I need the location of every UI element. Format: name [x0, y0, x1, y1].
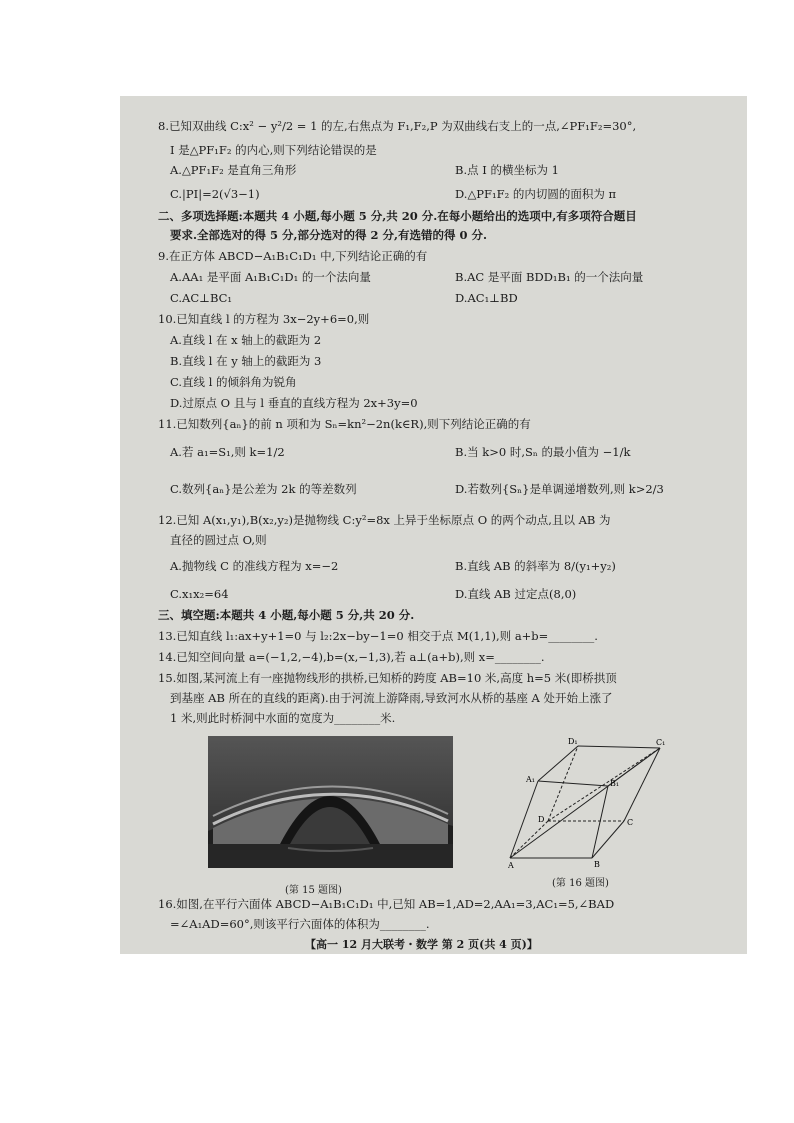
q8-stem-2: I 是△PF₁F₂ 的内心,则下列结论错误的是: [170, 143, 377, 157]
q10-option-c: C.直线 l 的倾斜角为锐角: [170, 375, 297, 389]
section2-heading-2: 要求.全部选对的得 5 分,部分选对的得 2 分,有选错的得 0 分.: [170, 228, 488, 242]
q11-stem: 11.已知数列{aₙ}的前 n 项和为 Sₙ=kn²−2n(k∈R),则下列结论正确的有: [158, 417, 531, 431]
label-b1: B₁: [610, 779, 620, 788]
q15-stem-2: 到基座 AB 所在的直线的距离).由于河流上游降雨,导致河水从桥的基座 A 处开始上涨了: [170, 691, 613, 705]
q10-option-a: A.直线 l 在 x 轴上的截距为 2: [170, 333, 322, 347]
bridge-photo: [208, 736, 453, 868]
q8-stem: 8.已知双曲线 C:x² − y²/2 = 1 的左,右焦点为 F₁,F₂,P 为双曲线右支上的一点,∠PF₁F₂=30°,: [158, 119, 637, 133]
q15-stem-3: 1 米,则此时桥洞中水面的宽度为________米.: [170, 711, 396, 725]
q10-option-d: D.过原点 O 且与 l 垂直的直线方程为 2x+3y=0: [170, 396, 418, 410]
q13-stem: 13.已知直线 l₁:ax+y+1=0 与 l₂:2x−by−1=0 相交于点 M(1,1),则 a+b=________.: [158, 629, 598, 643]
q9-stem: 9.在正方体 ABCD−A₁B₁C₁D₁ 中,下列结论正确的有: [158, 249, 428, 263]
q8-option-a: A.△PF₁F₂ 是直角三角形: [170, 163, 297, 177]
q10-stem: 10.已知直线 l 的方程为 3x−2y+6=0,则: [158, 312, 370, 326]
q9-option-b: B.AC 是平面 BDD₁B₁ 的一个法向量: [455, 270, 644, 284]
q11-option-a: A.若 a₁=S₁,则 k=1/2: [170, 445, 285, 459]
q16-stem-2: =∠A₁AD=60°,则该平行六面体的体积为________.: [170, 917, 430, 931]
section3-heading: 三、填空题:本题共 4 小题,每小题 5 分,共 20 分.: [158, 608, 415, 622]
label-b: B: [594, 860, 600, 869]
parallelepiped-diagram: [508, 736, 668, 871]
q12-option-b: B.直线 AB 的斜率为 8/(y₁+y₂): [455, 559, 616, 573]
q15-stem: 15.如图,某河流上有一座抛物线形的拱桥,已知桥的跨度 AB=10 米,高度 h=5 米(即桥拱顶: [158, 671, 617, 685]
q8-option-b: B.点 I 的横坐标为 1: [455, 163, 559, 177]
q16-stem: 16.如图,在平行六面体 ABCD−A₁B₁C₁D₁ 中,已知 AB=1,AD=2,AA₁=3,AC₁=5,∠BAD: [158, 897, 615, 911]
q14-stem: 14.已知空间向量 a=(−1,2,−4),b=(x,−1,3),若 a⊥(a+b),则 x=________.: [158, 650, 545, 664]
section2-heading: 二、多项选择题:本题共 4 小题,每小题 5 分,共 20 分.在每小题给出的选项中,有多项符合题目: [158, 209, 637, 223]
fig16-caption: (第 16 题图): [552, 878, 609, 889]
q11-option-d: D.若数列{Sₙ}是单调递增数列,则 k>2/3: [455, 482, 664, 496]
q12-stem: 12.已知 A(x₁,y₁),B(x₂,y₂)是抛物线 C:y²=8x 上异于坐标原点 O 的两个动点,且以 AB 为: [158, 513, 611, 527]
q11-option-b: B.当 k>0 时,Sₙ 的最小值为 −1/k: [455, 445, 631, 459]
fig15-caption: (第 15 题图): [285, 885, 342, 896]
label-a1: A₁: [526, 775, 535, 784]
q8-option-d: D.△PF₁F₂ 的内切圆的面积为 π: [455, 187, 617, 201]
exam-page: [120, 96, 747, 954]
q9-option-c: C.AC⊥BC₁: [170, 291, 233, 305]
q9-option-d: D.AC₁⊥BD: [455, 291, 518, 305]
q12-option-a: A.抛物线 C 的准线方程为 x=−2: [170, 559, 339, 573]
label-d1: D₁: [568, 737, 578, 746]
label-a: A: [508, 861, 514, 870]
label-d: D: [538, 815, 545, 824]
q10-option-b: B.直线 l 在 y 轴上的截距为 3: [170, 354, 322, 368]
label-c: C: [627, 818, 634, 827]
q8-option-c: C.|PI|=2(√3−1): [170, 187, 260, 201]
q11-option-c: C.数列{aₙ}是公差为 2k 的等差数列: [170, 482, 357, 496]
q12-option-c: C.x₁x₂=64: [170, 587, 229, 601]
q12-option-d: D.直线 AB 过定点(8,0): [455, 587, 577, 601]
q9-option-a: A.AA₁ 是平面 A₁B₁C₁D₁ 的一个法向量: [170, 270, 371, 284]
page-footer: 【高一 12 月大联考・数学 第 2 页(共 4 页)】: [305, 938, 538, 951]
q12-stem-2: 直径的圆过点 O,则: [170, 533, 267, 547]
label-c1: C₁: [656, 738, 666, 747]
